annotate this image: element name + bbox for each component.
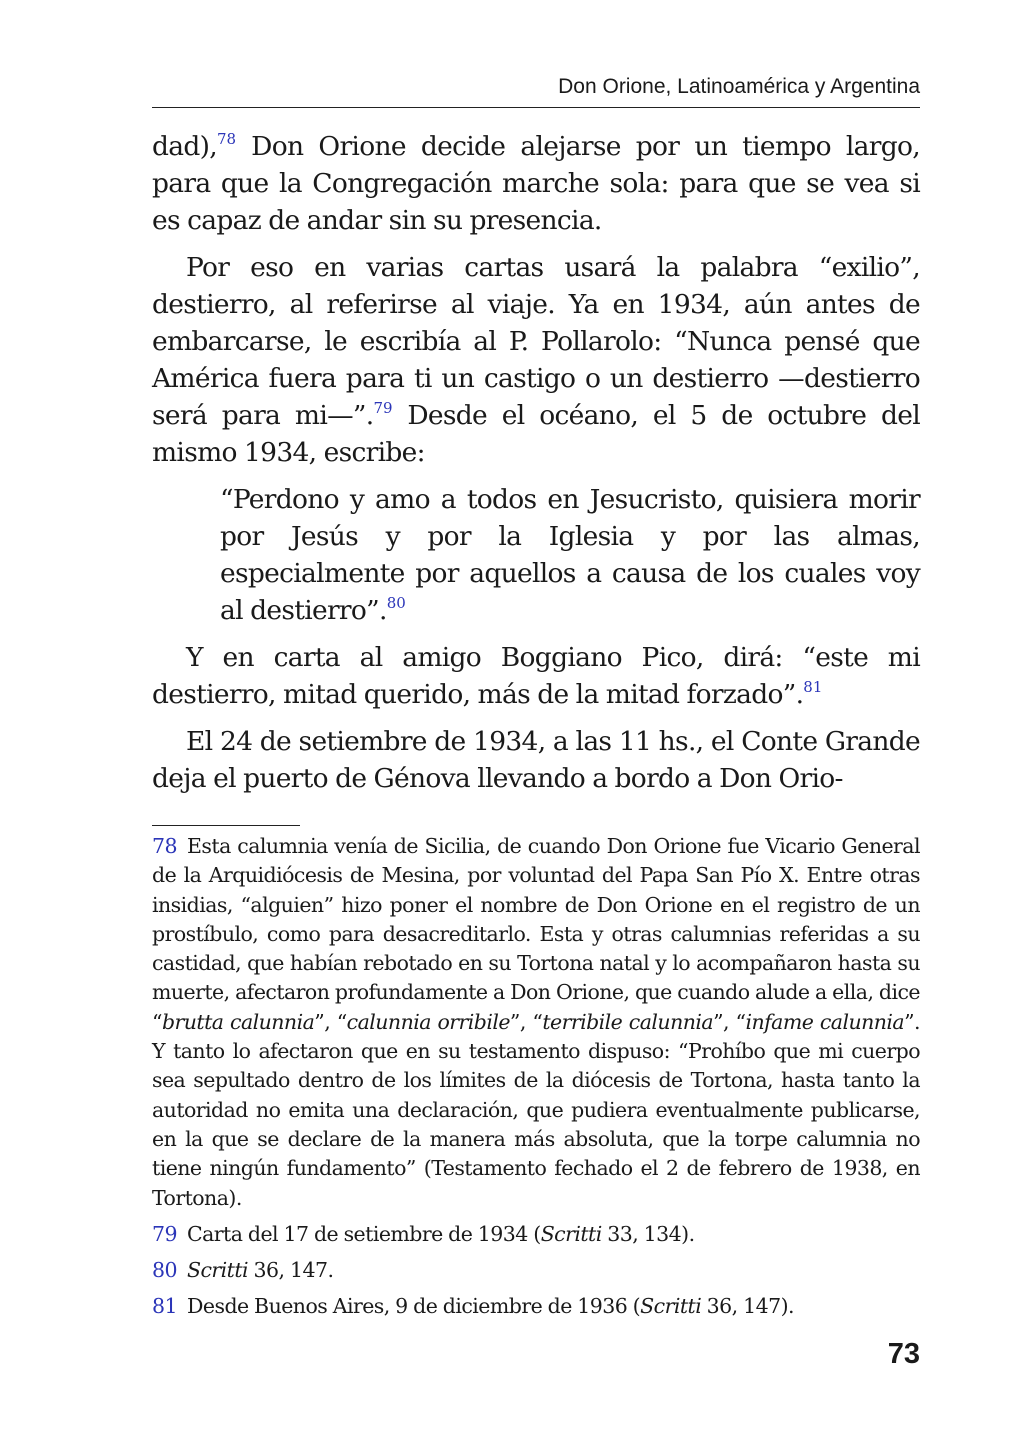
footnote-ref-80[interactable]: 80 — [386, 594, 406, 612]
main-text — [152, 128, 920, 807]
page-number: 73 — [887, 1338, 920, 1370]
paragraph-4: El 24 de setiembre de 1934, a las 11 hs., el Conte Grande deja el puerto de Génova llevando a bordo a Don Orio- — [152, 726, 920, 794]
footnotes — [152, 832, 920, 1329]
footnote-number[interactable]: 81 — [152, 1294, 177, 1319]
book-page — [152, 0, 920, 1453]
footnote-ref-79[interactable]: 79 — [373, 399, 393, 417]
footnote-ref-78[interactable]: 78 — [217, 130, 237, 148]
footnote-number[interactable]: 80 — [152, 1258, 177, 1283]
footnote-80: 80 Scritti 36, 147. — [152, 1258, 334, 1283]
footnote-79: 79 Carta del 17 de setiembre de 1934 (Scritti 33, 134). — [152, 1221, 695, 1246]
block-quote: “Perdono y amo a todos en Jesucristo, quisiera morir por Jesús y por la Iglesia y por las almas, especialmente por aquellos a causa de los cuales voy al destierro”.$^{80}$ — [220, 484, 920, 626]
footnote-number[interactable]: 79 — [152, 1221, 177, 1246]
footnote-81: 81 Desde Buenos Aires, 9 de diciembre de 1936 (Scritti 36, 147). — [152, 1294, 794, 1319]
footnote-78: 78 Esta calumnia venía de Sicilia, de cuando Don Orione fue Vicario General de la Arquidiócesis de Mesina, por voluntad del Papa San Pío X. Entre otras insidias, “alguien” hizo poner el nombre de Don Orione en el registro de un prostíbulo, como para desacreditarlo. Esta y otras calumnias referidas a su castidad, que habían rebotado en su Tortona natal y lo acompañaron hasta su muerte, afectaron profundamente a Don Orione, que cuando alude a ella, dice “brutta calunnia”, “calunnia orribile”, “terribile calunnia”, “infame calunnia”. Y tanto lo afectaron que en su testamento dispuso: “Prohíbo que mi cuerpo sea sepultado dentro de los límites de la diócesis de Tortona, hasta tanto la autoridad no emita una declaración, que pudiera eventualmente publicarse, en la que se declare de la manera más absoluta, que la torpe calumnia no tiene ningún fundamento” (Testamento fechado el 2 de febrero de 1938, en Tortona). — [152, 834, 920, 1210]
footnote-ref-81[interactable]: 81 — [803, 678, 823, 696]
paragraph-1: dad),$^{78}$ Don Orione decide alejarse por un tiempo largo, para que la Congregación marche sola: para que se vea si es capaz de andar sin su presencia. — [152, 130, 920, 236]
paragraph-2: Por eso en varias cartas usará la palabra “exilio”, destierro, al referirse al viaje. Ya en 1934, aún antes de embarcarse, le escribía al P. Pollarolo: “Nunca pensé que América fuera para ti un castigo o un destierro —destierro será para mi—”.$^{79}$ Desde el océano, el 5 de octubre del mismo 1934, escribe: — [152, 252, 921, 468]
paragraph-3: Y en carta al amigo Boggiano Pico, dirá: “este mi destierro, mitad querido, más de la mitad forzado”.$^{81}$ — [152, 642, 920, 710]
footnote-number[interactable]: 78 — [152, 834, 177, 858]
footnote-divider — [152, 825, 300, 826]
running-head: Don Orione, Latinoamérica y Argentina — [152, 74, 920, 108]
